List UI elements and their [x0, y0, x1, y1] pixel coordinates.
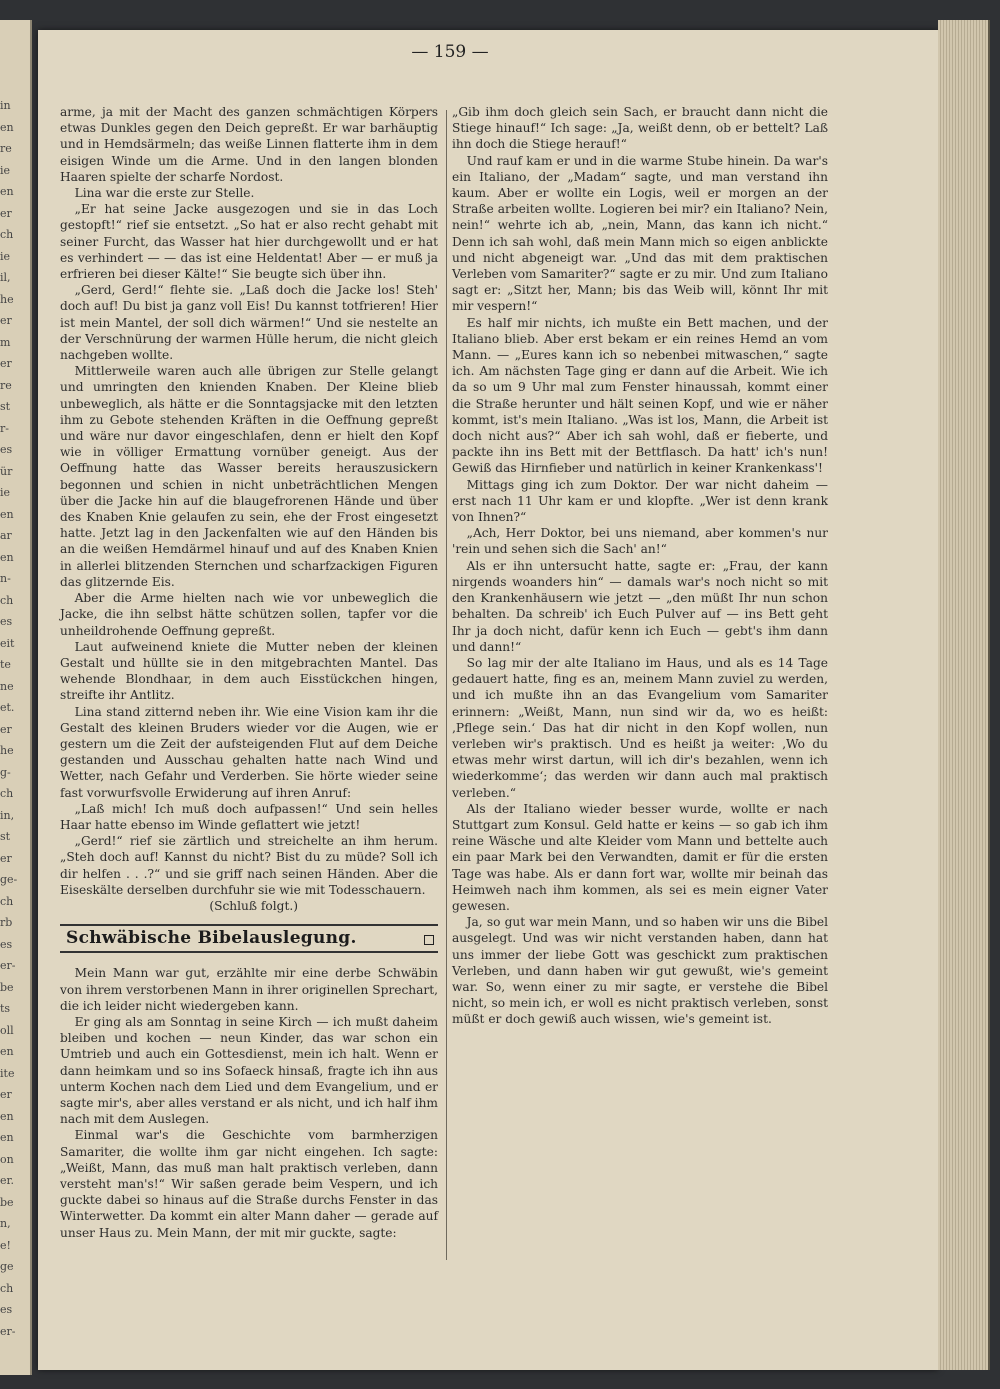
previous-page-fragment: ie — [0, 249, 11, 263]
previous-page-fragment: ite — [0, 1066, 15, 1080]
previous-page-fragment: er- — [0, 1324, 16, 1338]
paragraph: Mittags ging ich zum Doktor. Der war nicht daheim — erst nach 11 Uhr kam er und klopfte. „Wer ist denn krank von Ihnen?“ — [452, 477, 828, 525]
paragraph: So lag mir der alte Italiano im Haus, und als es 14 Tage gedauert hatte, fing es an, meinem Mann zuviel zu werden, und ich mußte ihn an das Evangelium vom Samariter erinnern: „Weißt, Mann, nun sind wir da, wo es heißt: ‚Pflege sein.‘ Das hat dir nicht in den Kopf wollen, nun verleben wir's praktisch. Und es heißt ja weiter: ‚Wo du etwas mehr wirst dartun, will ich dir's bezahlen, wenn ich wiederkomme‘; das werden wir dann auch mal praktisch verleben.“ — [452, 655, 828, 800]
previous-page-fragment: il, — [0, 271, 11, 284]
paragraph: Als der Italiano wieder besser wurde, wollte er nach Stuttgart zum Konsul. Geld hatte er keins — so gab ich ihm reine Wäsche und alte Kleider vom Mann und bettelte auch ein paar Mark bei den Verwandten, damit er für die ersten Tage was habe. Als er dann fort war, wollte mir beinah das Heimweh nach ihm kommen, als sei es mein eigner Vater gewesen. — [452, 801, 828, 913]
paragraph: Mittlerweile waren auch alle übrigen zur Stelle gelangt und umringten den knienden Knaben. Der Kleine blieb unbeweglich, als hätte er die Sonntagsjacke mit den letzten ihm zu Gebote stehenden Kräften in die Oeffnung gepreßt und wäre nur davor eingeschlafen, denn er hielt den Kopf wie in völliger Ermattung vornüber geneigt. Aus der Oeffnung hatte das Wasser bereits herauszusickern begonnen und schien in nicht unbeträchtlichen Mengen über die Jacke hin auf die blaugefrorenen Hände und über des Knaben Knie gelaufen zu sein, ehe der Frost eingesetzt hatte. Jetzt lag in den Jackenfalten wie auf den Händen bis an die weißen Hemdärmel hinauf und auf des Knaben Knien in allerlei blitzenden Sternchen und scharfzackigen Figuren das glitzernde Eis. — [60, 364, 438, 589]
paragraph: Aber die Arme hielten nach wie vor unbeweglich die Jacke, die ihn selbst hätte schützen sollen, tapfer vor die unheildrohende Oeffnung gepreßt. — [60, 591, 438, 638]
previous-page-fragment: er. — [0, 1174, 15, 1187]
previous-page-fragment: en — [0, 1045, 14, 1058]
previous-page-fragment: te — [0, 658, 11, 671]
previous-page-fragment: he — [0, 744, 14, 757]
previous-page-fragment: st — [0, 400, 11, 413]
previous-page-fragment: n, — [0, 1217, 11, 1230]
paragraph: Mein Mann war gut, erzählte mir eine derbe Schwäbin von ihrem verstorbenen Mann in ihrer originellen Sprechart, die ich leider nicht wiedergeben kann. — [60, 966, 438, 1013]
previous-page-fragment: st — [0, 830, 11, 843]
previous-page-fragment: ch — [0, 593, 14, 607]
section-title: Schwäbische Bibelauslegung. — [66, 928, 357, 949]
previous-page-fragment: ie — [0, 486, 11, 499]
previous-page-fragment: er — [0, 314, 12, 327]
page-number: — 159 — — [411, 42, 489, 62]
previous-page-fragment: er — [0, 851, 12, 865]
previous-page-fragment: er- — [0, 959, 16, 972]
previous-page-fragment: en — [0, 1131, 14, 1144]
paragraph: Er ging als am Sonntag in seine Kirch — ich mußt daheim bleiben und kochen — neun Kinder, das war schon ein Umtrieb und auch ein Gottesdienst, mein ich halt. Wenn er dann heimkam und so ins Sofaeck hinsaß, fragte ich ihn aus unterm Kochen nach dem Lied und dem Evangelium, und er sagte mir's, aber alles verstand er als nicht, und ich half ihm nach mit dem Auslegen. — [60, 1014, 438, 1127]
previous-page-fragment: er — [0, 357, 12, 370]
previous-page-fragment: ts — [0, 1002, 11, 1015]
previous-page-fragment: oll — [0, 1023, 14, 1037]
previous-page-fragment: ch — [0, 787, 14, 800]
previous-page-fragment: es — [0, 443, 13, 456]
previous-page-fragment: g- — [0, 765, 11, 779]
paragraph: „Laß mich! Ich muß doch aufpassen!“ Und sein helles Haar hatte ebenso im Winde geflattert wie jetzt! — [60, 801, 438, 832]
section-heading — [60, 924, 438, 953]
previous-page-fragment: re — [0, 142, 12, 155]
previous-page-fragment: be — [0, 980, 14, 994]
previous-page-fragment: m — [0, 335, 11, 349]
paragraph: Lina war die erste zur Stelle. — [74, 186, 255, 201]
paragraph: Lina stand zitternd neben ihr. Wie eine Vision kam ihr die Gestalt des kleinen Bruders wieder vor die Augen, wie er gestern um die Zeit der aufsteigenden Flut auf dem Deiche gestanden und Ausschau gehalten hatte nach Wind und Wetter, nach Gefahr und Verderben. Sie hörte wieder seine fast vorwurfsvolle Erwiderung auf ihren Anruf: — [60, 704, 438, 800]
paragraph: arme, ja mit der Macht des ganzen schmächtigen Körpers etwas Dunkles gegen den Deich gepreßt. Er war barhäuptig und in Hemdsärmeln; das weiße Linnen flatterte ihm in dem eisigen Winde um die Arme. Und in den langen blonden Haaren spielte der scharfe Nordost. — [60, 105, 438, 184]
previous-page-fragment: n- — [0, 572, 11, 585]
previous-page-fragment: ar — [0, 529, 12, 542]
previous-page-fragment: re — [0, 378, 12, 392]
previous-page-fragment: ge- — [0, 873, 18, 886]
previous-page-edge — [0, 20, 32, 1375]
previous-page-fragment: in, — [0, 808, 15, 822]
paragraph: „Gib ihm doch gleich sein Sach, er braucht dann nicht die Stiege hinauf!“ Ich sage: „Ja, weißt denn, ob er bettelt? Laß ihn doch die Stiege herauf!“ — [452, 105, 828, 152]
previous-page-fragment: r- — [0, 421, 9, 435]
previous-page-fragment: er — [0, 206, 12, 220]
right-column — [452, 104, 828, 1028]
previous-page-fragment: en — [0, 507, 14, 521]
previous-page-fragment: en — [0, 185, 14, 198]
previous-page-fragment: in — [0, 99, 11, 112]
paragraph: „Gerd!“ rief sie zärtlich und streichelte an ihm herum. „Steh doch auf! Kannst du nicht? Bist du zu müde? Soll ich dir helfen . . .?“ und sie griff nach seinen Händen. Aber die Eiseskälte derselben durchfuhr sie wie mit Todesschauern. — [60, 834, 438, 897]
previous-page-fragment: en — [0, 120, 14, 134]
paragraph: Laut aufweinend kniete die Mutter neben der kleinen Gestalt und hüllte sie in den mitgebrachten Mantel. Das wehende Blondhaar, in dem auch Eisstückchen hingen, streifte ihr Antlitz. — [60, 639, 438, 703]
paragraph: „Er hat seine Jacke ausgezogen und sie in das Loch gestopft!“ rief sie entsetzt. „So hat er also recht gehabt mit seiner Furcht, das Wasser hat hier durchgewollt und er hat es verhindert — — das ist eine Heldentat! Aber — er muß ja erfrieren bei dieser Kälte!“ Sie beugte sich über ihn. — [60, 202, 438, 282]
previous-page-fragment: es — [0, 937, 13, 951]
previous-page-fragment: er — [0, 1088, 12, 1101]
previous-page-fragment: e! — [0, 1238, 11, 1252]
paragraph: Ja, so gut war mein Mann, und so haben wir uns die Bibel ausgelegt. Und was wir nicht verstanden haben, dann hat uns immer der liebe Gott was geschickt zum praktischen Verleben, und dann haben wir gut gewußt, wie's gemeint war. So, wenn einer zu mir sagte, er verstehe die Bibel nicht, so mein ich, er woll es nicht praktisch verleben, sonst müßt er doch gewiß auch wissen, wie's gemeint ist. — [452, 915, 828, 1027]
previous-page-fragment: ch — [0, 228, 14, 241]
paragraph: Es half mir nichts, ich mußte ein Bett machen, und der Italiano blieb. Aber erst bekam er ein reines Hemd an vom Mann. — „Eures kann ich so nebenbei mitwaschen,“ sagte ich. Am nächsten Tage ging er dann auf die Arbeit. Wie ich da so um 9 Uhr mal zum Fenster hinaussah, kommt einer die Straße herunter und hält seinen Kopf, und wie er näher kommt, ist's mein Italiano. „Was ist los, Mann, die Arbeit ist doch nicht aus?“ Aber ich sah wohl, daß er fieberte, und packte ihn ins Bett mit der Bettflasch. Da hatt' ich's nun! Gewiß das Hirnfieber und natürlich in keiner Krankenkass'! — [452, 315, 828, 476]
previous-page-fragment: ge — [0, 1260, 14, 1273]
paragraph: „Gerd, Gerd!“ flehte sie. „Laß doch die Jacke los! Steh' doch auf! Du bist ja ganz voll Eis! Du kannst totfrieren! Hier ist mein Mantel, der soll dich wärmen!“ Und sie nestelte an der Verschnürung der warmen Hülle herum, die nicht gleich nachgeben wollte. — [60, 283, 438, 363]
page-edges — [938, 20, 990, 1370]
previous-page-fragment: on — [0, 1152, 14, 1166]
previous-page-fragment: ne — [0, 679, 14, 693]
previous-page-fragment: ür — [0, 464, 13, 478]
previous-page-fragment: et. — [0, 701, 15, 714]
paragraph: Und rauf kam er und in die warme Stube hinein. Da war's ein Italiano, der „Madam“ sagte, und man verstand ihn kaum. Aber er wollte ein Logis, weil er morgen an der Straße arbeiten wollte. Logieren bei mir? ein Italiano? Nein, nein!“ wehrte ich ab, „nein, Mann, das kann ich nicht.“ Denn ich sah wohl, daß mein Mann mich so eigen anblickte und nicht abgeneigt war. „Und das mit dem praktischen Verleben vom Samariter?“ sagte er zu mir. Und zum Italiano sagt er: „Sitzt her, Mann; bis das Weib will, könnt Ihr mit mir vespern!“ — [452, 153, 828, 314]
paragraph: Einmal war's die Geschichte vom barmherzigen Samariter, die wollte ihm gar nicht eingehen. Ich sagte: „Weißt, Mann, das muß man halt praktisch verleben, dann versteht man's!“ Wir saßen gerade beim Vespern, und ich guckte dabei so hinaus auf die Straße durchs Fenster in das Winterwetter. Da kommt ein alter Mann daher — gerade auf unser Haus zu. Mein Mann, der mit mir guckte, sagte: — [60, 1128, 438, 1240]
previous-page-fragment: eit — [0, 636, 15, 650]
paragraph: Als er ihn untersucht hatte, sagte er: „Frau, der kann nirgends woanders hin“ — damals war's noch nicht so mit den Krankenhäusern wie jetzt — „den müßt Ihr nun schon behalten. Da schreib' ich Euch Pulver auf — ins Bett geht Ihr ja doch nicht, dafür kenn ich Euch — gebt's ihm dann und dann!“ — [452, 558, 828, 654]
previous-page-fragment: en — [0, 550, 14, 564]
ornament-square-icon — [424, 935, 434, 945]
previous-page-fragment: he — [0, 292, 14, 306]
previous-page-fragment: es — [0, 615, 13, 628]
previous-page-fragment: er — [0, 722, 12, 736]
left-column — [60, 104, 438, 1241]
previous-page-fragment: rb — [0, 916, 13, 929]
previous-page-fragment: be — [0, 1195, 14, 1209]
previous-page-fragment: es — [0, 1303, 13, 1316]
column-divider — [446, 110, 447, 1260]
previous-page-fragment: ie — [0, 163, 11, 177]
previous-page-fragment: en — [0, 1109, 14, 1123]
previous-page-fragment: ch — [0, 894, 14, 908]
continuation-note: (Schluß folgt.) — [209, 898, 298, 913]
previous-page-fragment: ch — [0, 1281, 14, 1295]
paragraph: „Ach, Herr Doktor, bei uns niemand, aber kommen's nur 'rein und sehen sich die Sach' an!“ — [452, 526, 828, 557]
